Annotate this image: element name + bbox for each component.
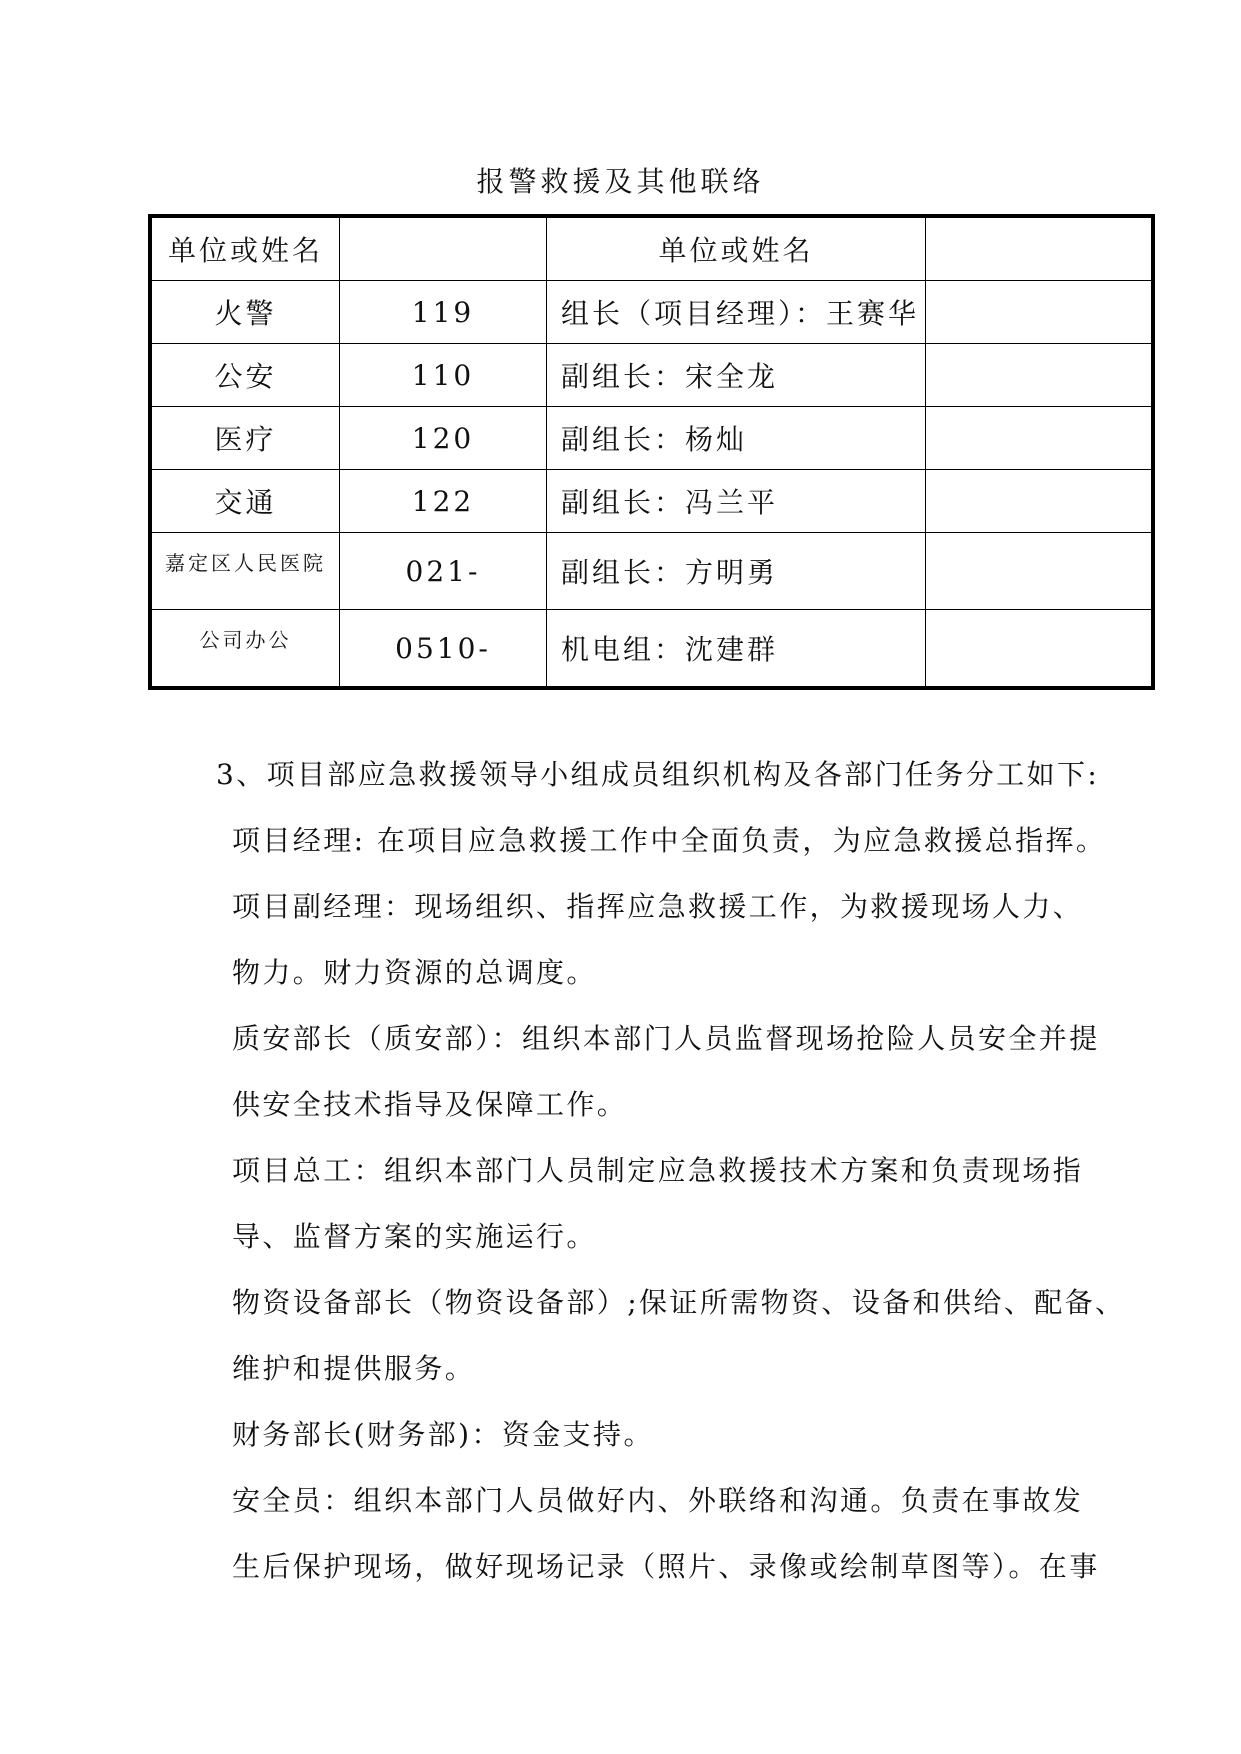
cell-role: 副组长：宋全龙 (547, 344, 926, 407)
cell-unit: 交通 (150, 470, 340, 533)
body-line: 导、监督方案的实施运行。 (232, 1220, 597, 1253)
table-row (150, 533, 1153, 610)
cell-extra (926, 610, 1154, 689)
cell-unit: 火警 (150, 281, 340, 344)
table-header-row (150, 216, 1153, 281)
cell-role: 副组长：方明勇 (547, 533, 926, 610)
cell-phone: 119 (340, 281, 547, 344)
cell-extra (926, 470, 1154, 533)
cell-role: 组长（项目经理）：王赛华 (547, 281, 926, 344)
cell-phone: 0510- (340, 610, 547, 689)
body-line: 物力。财力资源的总调度。 (232, 956, 597, 989)
cell-phone: 122 (340, 470, 547, 533)
cell-extra (926, 533, 1154, 610)
cell-role: 副组长：杨灿 (547, 407, 926, 470)
table-row (150, 470, 1153, 533)
cell-extra (926, 344, 1154, 407)
body-line: 项目经理: 在项目应急救援工作中全面负责，为应急救援总指挥。 (232, 824, 1107, 857)
page-title: 报警救援及其他联络 (476, 165, 765, 198)
table-row (150, 281, 1153, 344)
header-unit: 单位或姓名 (150, 216, 340, 281)
body-line: 财务部长(财务部)：资金支持。 (232, 1418, 654, 1451)
cell-phone: 120 (340, 407, 547, 470)
cell-phone: 110 (340, 344, 547, 407)
cell-role: 机电组：沈建群 (547, 610, 926, 689)
cell-extra (926, 407, 1154, 470)
header-extra (926, 216, 1154, 281)
body-line: 供安全技术指导及保障工作。 (232, 1088, 628, 1121)
table-row (150, 344, 1153, 407)
cell-role: 副组长：冯兰平 (547, 470, 926, 533)
cell-unit: 公司办公 (150, 610, 340, 689)
cell-extra (926, 281, 1154, 344)
body-line: 质安部长（质安部）：组织本部门人员监督现场抢险人员安全并提 (232, 1022, 1100, 1055)
contact-table (148, 214, 1155, 690)
body-line: 安全员：组织本部门人员做好内、外联络和沟通。负责在事故发 (232, 1484, 1084, 1517)
header-phone (340, 216, 547, 281)
body-line: 生后保护现场，做好现场记录（照片、录像或绘制草图等）。在事 (232, 1550, 1100, 1583)
cell-unit: 公安 (150, 344, 340, 407)
cell-unit: 医疗 (150, 407, 340, 470)
body-line: 项目副经理：现场组织、指挥应急救援工作，为救援现场人力、 (232, 890, 1084, 923)
header-role: 单位或姓名 (547, 216, 926, 281)
table-row (150, 407, 1153, 470)
body-line: 物资设备部长（物资设备部）;保证所需物资、设备和供给、配备、 (232, 1286, 1126, 1319)
table-row (150, 610, 1153, 689)
section-body (216, 742, 1126, 1600)
cell-phone: 021- (340, 533, 547, 610)
cell-unit: 嘉定区人民医院 (150, 533, 340, 610)
body-line: 维护和提供服务。 (232, 1352, 476, 1385)
section-heading: 3、项目部应急救援领导小组成员组织机构及各部门任务分工如下: (216, 758, 1100, 791)
body-line: 项目总工：组织本部门人员制定应急救援技术方案和负责现场指 (232, 1154, 1084, 1187)
